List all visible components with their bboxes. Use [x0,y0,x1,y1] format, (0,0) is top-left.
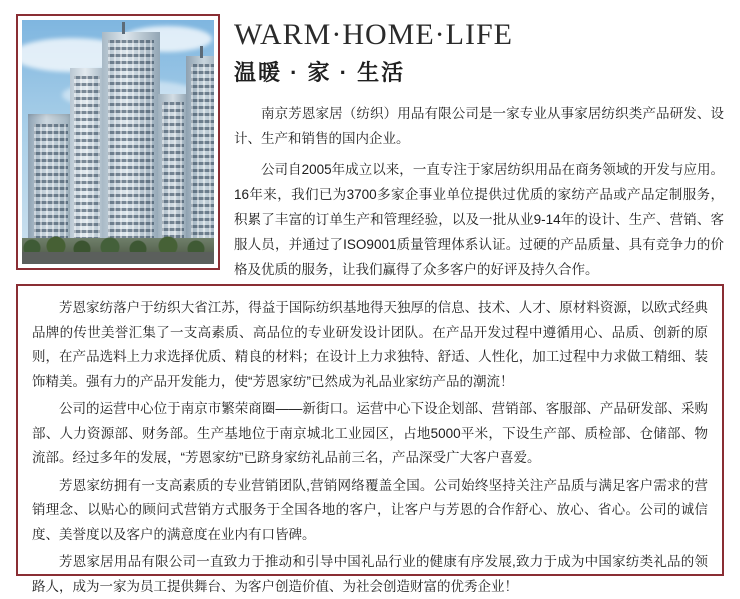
body-paragraph: 公司的运营中心位于南京市繁荣商圈——新街口。运营中心下设企划部、营销部、客服部、产品研发部、采购部、人力资源部、财务部。生产基地位于南京城北工业园区，占地5000平米，下设生产部、质检部、仓储部、物流部。经过多年的发展，“芳恩家纺”已跻身家纺礼品前三名，产品深受广大客户喜爱。 [32,401,708,465]
body-paragraph: 芳恩家居用品有限公司一直致力于推动和引导中国礼品行业的健康有序发展,致力于成为中国家纺类礼品的领路人，成为一家为员工提供舞台、为客户创造价值、为社会创造财富的优秀企业！ [32,554,708,594]
body-paragraph: 芳恩家纺拥有一支高素质的专业营销团队,营销网络覆盖全国。公司始终坚持关注产品质与满足客户需求的营销理念、以贴心的顾问式营销方式服务于全国各地的客户，让客户与芳恩的合作舒心、放心、省心。公司的诚信度、美誉度以及客户的满意度在业内有口皆碑。 [32,477,708,542]
page-title-en: WARM·HOME·LIFE [234,18,513,51]
window-grid [191,64,214,258]
roof-antenna [200,46,203,58]
road-strip [22,252,214,264]
company-description-box [16,284,724,594]
city-buildings-photo [22,20,214,264]
tree-row [22,234,214,254]
intro-text-block [234,14,724,288]
roof-antenna [122,22,125,34]
window-grid [74,76,100,258]
intro-paragraph: 公司自2005年成立以来，一直专注于家居纺织用品在商务领域的开发与应用。16年来，我们已为3700多家企事业单位提供过优质的家纺产品或产品定制服务，积累了丰富的订单生产和管理经验，以及一批从业9-14年的设计、生产、营销、客服人员，并通过了ISO9001质量管理体系认证。过硬的产品质量、具有竞争力的价格及优质的服务，让我们赢得了众多客户的好评及持久合作。 [234,162,724,277]
window-grid [108,40,154,258]
page-title-cn: 温暖 · 家 · 生活 [234,60,406,85]
body-paragraph: 芳恩家纺落户于纺织大省江苏，得益于国际纺织基地得天独厚的信息、技术、人才、原材料资源，以欧式经典品牌的传世美誉汇集了一支高素质、高品位的专业研发设计团队。在产品开发过程中遵循用心、品质、创新的原则，在产品选料上力求选择优质、精良的材料；在设计上力求独特、舒适、人性化，加工过程中力求做工精细、装饰精美。强有力的产品开发能力，使“芳恩家纺”已然成为礼品业家纺产品的潮流！ [32,300,708,389]
header-section [16,14,724,276]
photo-frame [16,14,220,270]
building-shape [186,56,214,264]
intro-paragraph: 南京芳恩家居（纺织）用品有限公司是一家专业从事家居纺织类产品研发、设计、生产和销售的国内企业。 [234,106,724,146]
building-shape [102,32,160,264]
